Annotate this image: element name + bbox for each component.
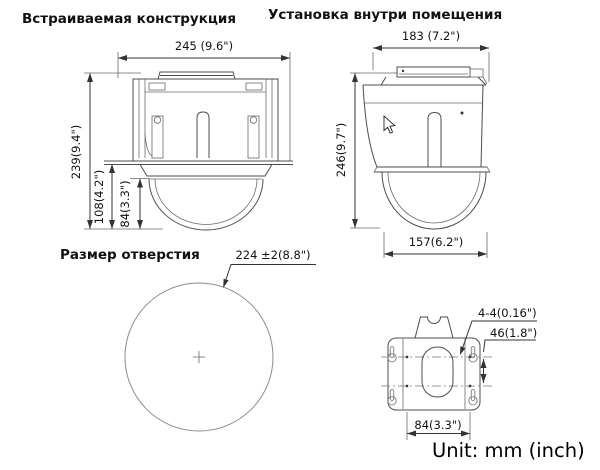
view-wall-bracket — [381, 306, 537, 440]
indoor-center-tab — [428, 113, 441, 168]
recessed-center-tab — [197, 112, 209, 158]
bracket-center-slot — [422, 347, 453, 397]
hole-title: Размер отверстия — [60, 247, 200, 263]
recessed-housing — [104, 72, 293, 230]
indoor-height-dim-label: 246(9.7") — [334, 122, 348, 178]
indoor-camera-body — [363, 67, 490, 229]
bracket-plate — [388, 338, 480, 410]
hole-diameter-label: 224 ±2(8.8") — [235, 248, 311, 262]
hole-diameter-leader — [225, 265, 316, 284]
view-indoor-mount — [268, 7, 502, 258]
recessed-width-dim-label: 245 (9.6") — [174, 39, 234, 53]
mouse-cursor-icon — [384, 116, 395, 133]
indoor-width-dim-label: 183 (7.2") — [401, 29, 461, 43]
recessed-trim-ring — [140, 165, 272, 177]
bracket-top-arch — [415, 317, 453, 338]
view-recessed-mount — [22, 11, 293, 230]
recessed-dome — [149, 179, 263, 230]
bracket-h-spacing-label: 84(3.3") — [414, 418, 462, 432]
indoor-dome — [382, 172, 486, 229]
indoor-dome-width-label: 157(6.2") — [408, 235, 464, 249]
recessed-title: Встраиваемая конструкция — [22, 11, 237, 27]
recessed-lower-height-label: 108(4.2") — [92, 169, 106, 225]
bracket-v-spacing-label: 46(1.8") — [490, 326, 538, 340]
unit-note: Unit: mm (inch) — [432, 439, 585, 462]
view-hole-size — [60, 247, 316, 431]
recessed-housing-box — [133, 79, 278, 161]
bracket-screw-holes-label: 4-4(0.16") — [478, 306, 537, 320]
recessed-dome-height-label: 84(3.3") — [118, 180, 132, 228]
recessed-total-height-label: 239(9.4") — [69, 124, 83, 180]
indoor-top-plate — [397, 67, 470, 77]
indoor-title: Установка внутри помещения — [268, 7, 503, 23]
recessed-left-bracket — [152, 116, 163, 158]
recessed-right-bracket — [248, 116, 259, 158]
